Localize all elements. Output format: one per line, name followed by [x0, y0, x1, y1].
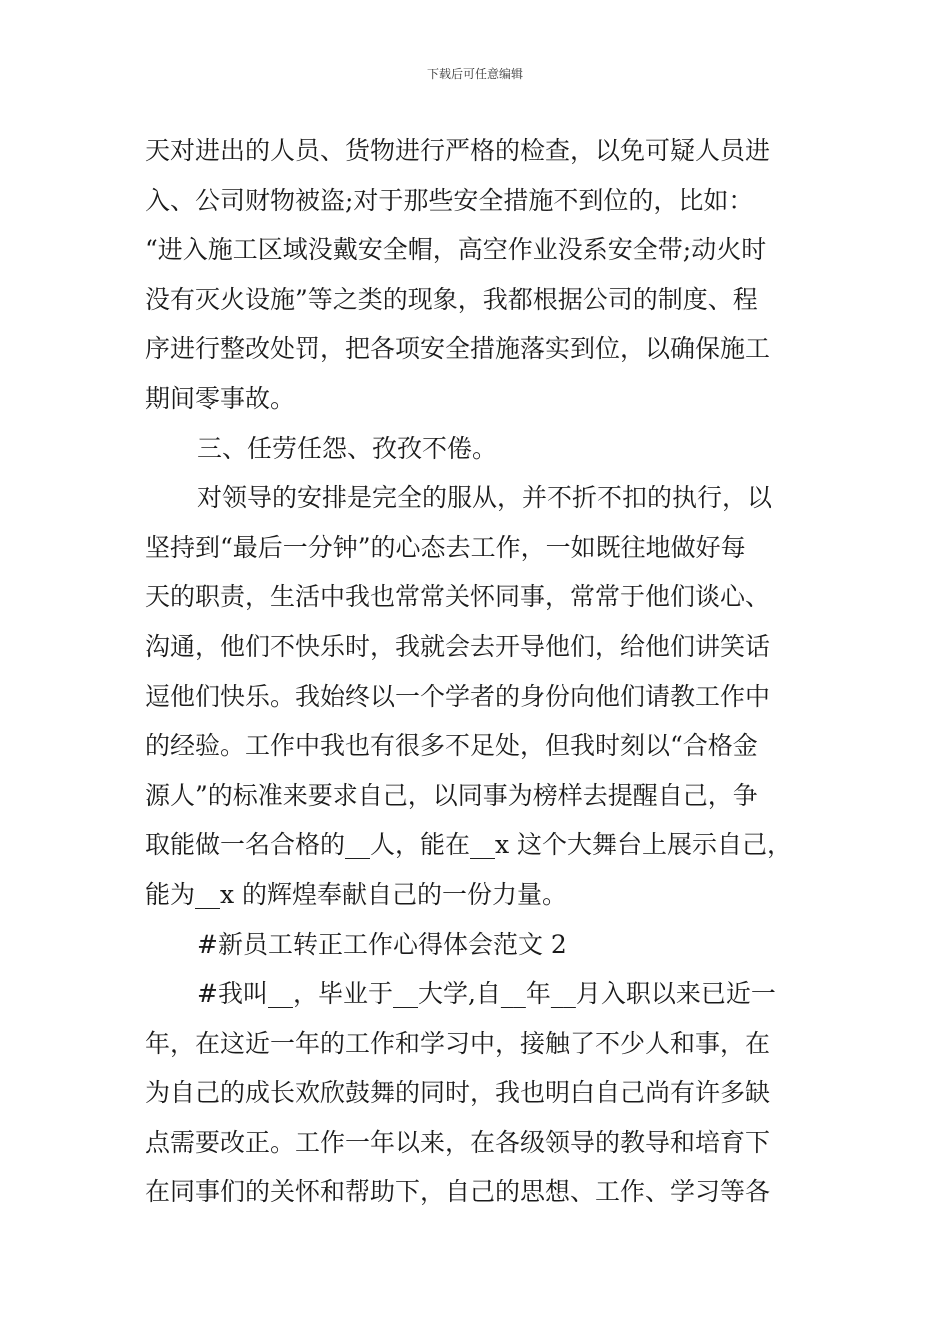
- text-line: 天对进出的人员、货物进行严格的检查，以免可疑人员进: [145, 136, 771, 165]
- section-heading: 三、任劳任怨、孜孜不倦。: [197, 433, 498, 463]
- text-line: 能为__x 的辉煌奉献自己的一份力量。: [145, 879, 568, 909]
- text-line: 期间零事故。: [145, 383, 296, 413]
- text-line: 年，在这近一年的工作和学习中，接触了不少人和事，在: [145, 1028, 771, 1058]
- text-line: 取能做一名合格的__人，能在__x 这个大舞台上展示自己，: [145, 830, 793, 860]
- text-line: “进入施工区域没戴安全帽，高空作业没系安全带;动火时: [145, 235, 767, 265]
- text-line: 为自己的成长欢欣鼓舞的同时，我也明白自己尚有许多缺: [145, 1078, 771, 1108]
- page-header: 下载后可任意编辑: [426, 67, 523, 81]
- paragraph-start: 对领导的安排是完全的服从，并不折不扣的执行，以: [197, 483, 773, 513]
- text-line: 入、公司财物被盗;对于那些安全措施不到位的，比如：: [145, 185, 754, 215]
- text-line: 在同事们的关怀和帮助下，自己的思想、工作、学习等各: [145, 1177, 771, 1207]
- paragraph-start: #我叫__，毕业于__大学,自__年__月入职以来已近一: [197, 979, 776, 1009]
- text-line: 源人”的标准来要求自己，以同事为榜样去提醒自己，争: [145, 780, 758, 810]
- text-line: 序进行整改处罚，把各项安全措施落实到位，以确保施工: [145, 334, 771, 364]
- text-line: 天的职责，生活中我也常常关怀同事，常常于他们谈心、: [145, 582, 771, 612]
- text-line: 没有灭火设施”等之类的现象，我都根据公司的制度、程: [145, 284, 758, 314]
- text-line: 坚持到“最后一分钟”的心态去工作，一如既往地做好每: [145, 532, 746, 562]
- text-line: 点需要改正。工作一年以来，在各级领导的教导和培育下: [145, 1127, 771, 1157]
- text-line: 的经验。工作中我也有很多不足处，但我时刻以“合格金: [145, 731, 758, 761]
- article-title: #新员工转正工作心得体会范文 2: [197, 929, 567, 959]
- text-line: 逗他们快乐。我始终以一个学者的身份向他们请教工作中: [145, 681, 771, 711]
- text-line: 沟通，他们不快乐时，我就会去开导他们，给他们讲笑话: [145, 631, 771, 661]
- document-body: [145, 126, 810, 1217]
